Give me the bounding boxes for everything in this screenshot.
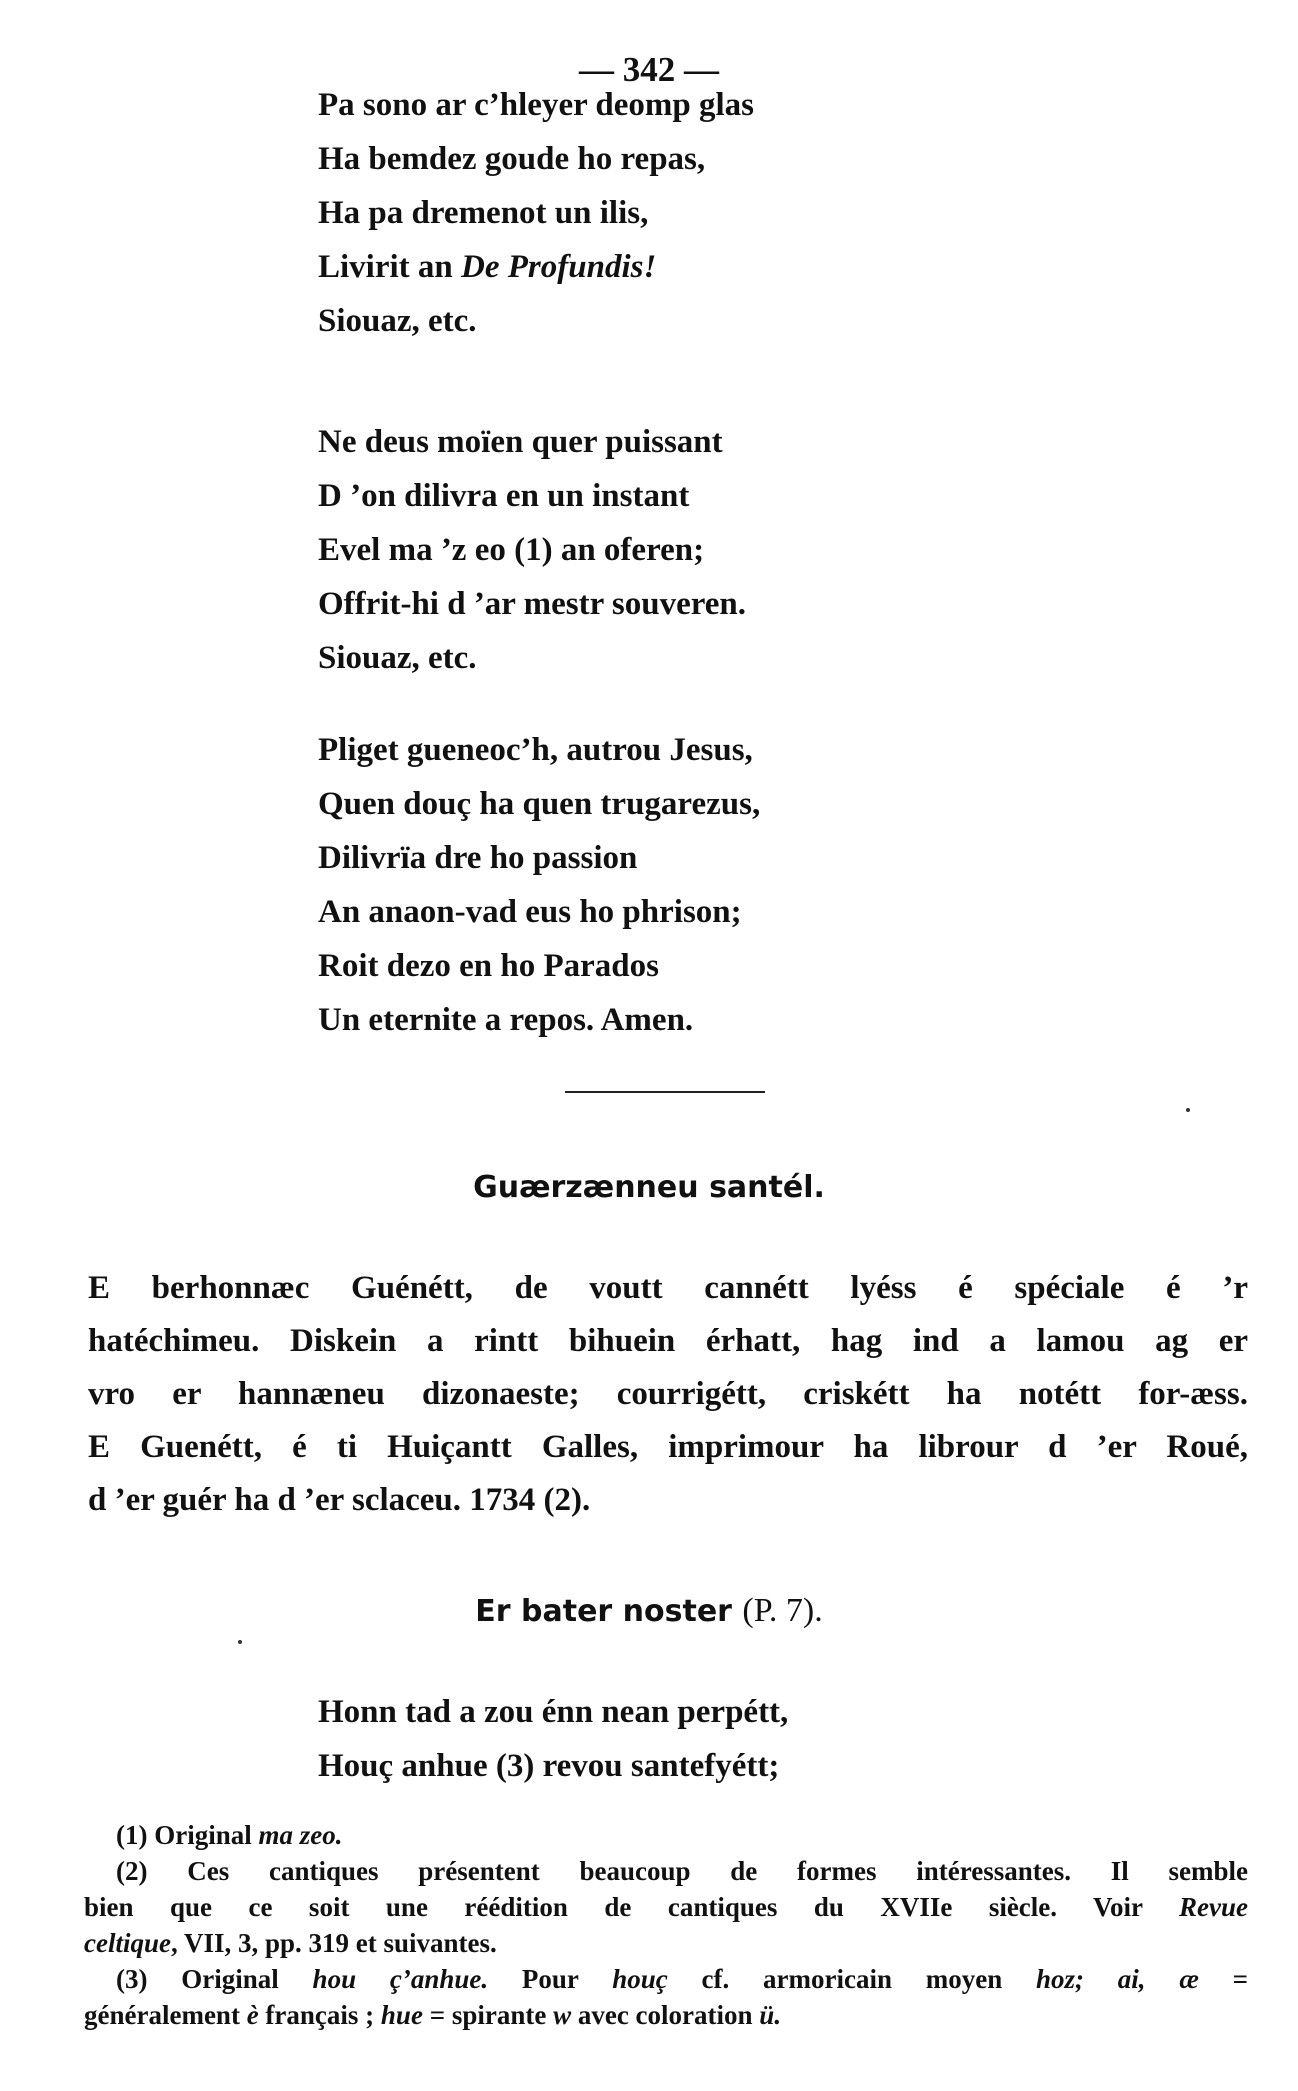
footnote-text: (3) Original [116, 1964, 313, 1994]
verse-line: Houç anhue (3) revou santefyétt; [318, 1748, 780, 1784]
footnote-italic: hoz; ai, æ [1036, 1964, 1199, 1994]
footnote-text: Pour [488, 1964, 613, 1994]
footnote-text: (1) Original [116, 1820, 259, 1850]
prose-line: d ’er guér ha d ’er sclaceu. 1734 (2). [88, 1482, 591, 1518]
verse-line: D ’on dilivra en un instant [318, 478, 690, 514]
footnote-italic: houç [612, 1964, 668, 1994]
footnote-text: = [1198, 1964, 1249, 1994]
verse-line: Pliget gueneoc’h, autrou Jesus, [318, 732, 753, 768]
verse-line: Evel ma ’z eo (1) an oferen; [318, 532, 705, 568]
prose-line: E berhonnæc Guénétt, de voutt cannétt lyéss é spéciale é ’r [88, 1270, 1248, 1306]
stanza-1 [318, 78, 754, 348]
footnotes [84, 1817, 1248, 2033]
section-heading-2 [0, 1592, 1298, 1630]
speck [1186, 1108, 1190, 1112]
verse-line: Dilivrïa dre ho passion [318, 840, 638, 876]
verse-line: Roit dezo en ho Parados [318, 948, 659, 984]
footnote-italic: ma zeo. [258, 1820, 343, 1850]
verse-line: Pa sono ar c’hleyer deomp glas [318, 87, 755, 123]
footnote-italic: celtique [84, 1928, 171, 1958]
footnote-text: cf. armoricain moyen [667, 1964, 1037, 1994]
footnote-italic: è [246, 2000, 259, 2030]
verse-line: Ne deus moïen quer puissant [318, 424, 723, 460]
footnote-text: , VII, 3, pp. 319 et suivantes. [170, 1928, 497, 1958]
stanza-3 [318, 723, 760, 1047]
speck [238, 1640, 242, 1644]
footnote-italic: ü. [759, 2000, 782, 2030]
verse-line [318, 240, 754, 294]
verse-line: Quen douç ha quen trugarezus, [318, 786, 761, 822]
verse-line: Offrit-hi d ’ar mestr souveren. [318, 586, 747, 622]
prose-line: vro er hannæneu dizonaeste; courrigétt, criskétt ha notétt for-æss. [88, 1376, 1248, 1412]
section-divider [565, 1091, 765, 1093]
footnote-text: bien que ce soit une réédition de cantiques du XVIIe siècle. Voir [84, 1892, 1180, 1922]
verse-italic: De Profundis! [461, 249, 657, 285]
verse-line: Un eternite a repos. Amen. [318, 1002, 694, 1038]
footnote-2: (2) Ces cantiques présentent beaucoup de formes intéressantes. Il semble [116, 1856, 1248, 1886]
verse-line: Ha pa dremenot un ilis, [318, 195, 649, 231]
heading-page-ref: (P. 7). [742, 1592, 823, 1629]
footnote-3 [84, 1961, 1248, 1997]
verse-text: Livirit an [318, 249, 462, 285]
section-paragraph [88, 1262, 1248, 1527]
verse-line: An anaon-vad eus ho phrison; [318, 894, 742, 930]
footnote-italic: Revue [1179, 1892, 1248, 1922]
verse-line: Ha bemdez goude ho repas, [318, 141, 706, 177]
heading-text: Er bater noster [475, 1594, 732, 1629]
footnote-italic: hue [380, 2000, 423, 2030]
footnote-italic: hou ç’anhue. [312, 1964, 489, 1994]
verse-refrain: Siouaz, etc. [318, 640, 477, 676]
footnote-text: généralement [84, 2000, 247, 2030]
verse-refrain: Siouaz, etc. [318, 303, 477, 339]
section-heading: Guærzænneu santél. [473, 1170, 825, 1205]
verse-line: Honn tad a zou énn nean perpétt, [318, 1694, 789, 1730]
footnote-3-cont [84, 1997, 1248, 2033]
footnote-1 [84, 1817, 1248, 1853]
footnote-text: = spirante [422, 2000, 554, 2030]
prose-line: hatéchimeu. Diskein a rintt bihuein érhatt, hag ind a lamou ag er [88, 1323, 1248, 1359]
page-number: — 342 — [579, 50, 719, 89]
stanza-pater [318, 1685, 788, 1793]
footnote-2-end [84, 1925, 1248, 1961]
stanza-2 [318, 415, 746, 685]
footnote-italic: w [553, 2000, 572, 2030]
footnote-2-cont [84, 1889, 1248, 1925]
footnote-text: avec coloration [571, 2000, 760, 2030]
prose-line: E Guenétt, é ti Huiçantt Galles, imprimour ha librour d ’er Roué, [88, 1429, 1248, 1465]
footnote-text: français ; [258, 2000, 381, 2030]
